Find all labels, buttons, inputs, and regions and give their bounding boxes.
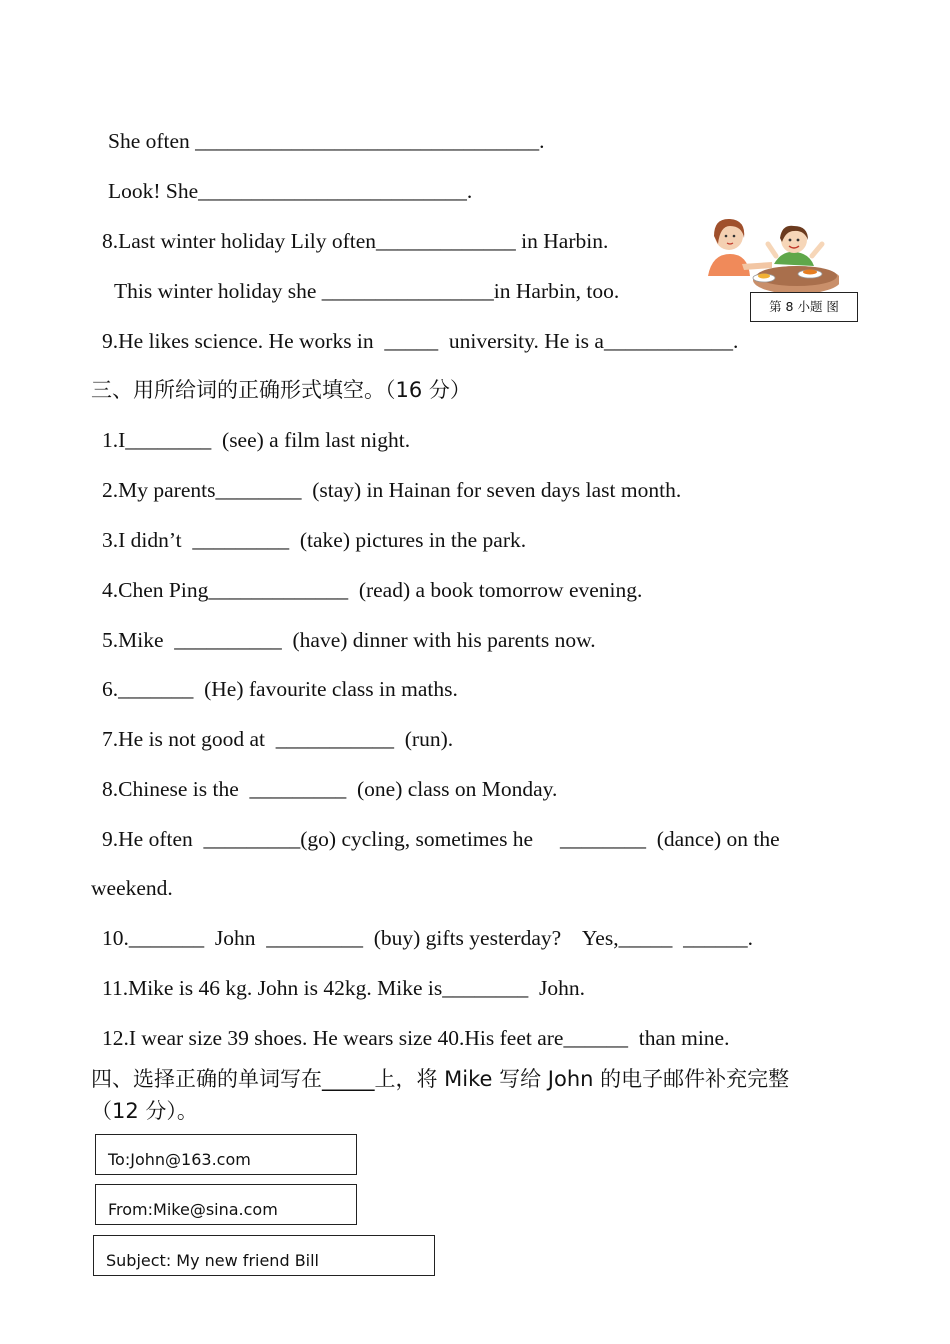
part3-item: 6._______ (He) favourite class in maths. [102,677,458,701]
part3-item: 1.I________ (see) a film last night. [102,428,411,452]
part3-item: 12.I wear size 39 shoes. He wears size 40.His feet are______ than mine. [102,1026,730,1050]
part3-item: 9.He often _________(go) cycling, sometimes he ________ (dance) on the [102,827,780,851]
part3-item: 5.Mike __________ (have) dinner with his parents now. [102,628,596,652]
q7-line-often: She often ________________________________. [108,129,545,153]
part3-item: 10._______ John _________ (buy) gifts yesterday? Yes,_____ ______. [102,926,753,950]
part3-item: 11.Mike is 46 kg. John is 42kg. Mike is________ John. [102,976,585,1000]
email-to-box: To:John@163.com [95,1134,357,1175]
part3-heading: 三、用所给词的正确形式填空。（16 分） [91,378,471,402]
q7-line-look: Look! She_________________________. [108,179,473,203]
part4-heading-cont: （12 分）。 [91,1099,198,1123]
part4-heading: 四、选择正确的单词写在_____上，将 Mike 写给 John 的电子邮件补充完整 [91,1067,790,1091]
part3-item: 4.Chen Ping_____________ (read) a book tomorrow evening. [102,578,643,602]
part3-item: 8.Chinese is the _________ (one) class on Monday. [102,777,558,801]
part3-item: 7.He is not good at ___________ (run). [102,727,454,751]
q8-line-this-winter: This winter holiday she ________________in Harbin, too. [114,279,620,303]
q9-line-science: 9.He likes science. He works in _____ university. He is a____________. [102,329,739,353]
part3-item: 3.I didn’t _________ (take) pictures in the park. [102,528,527,552]
email-subject-box: Subject: My new friend Bill [93,1235,435,1276]
part3-item-continuation: weekend. [91,876,173,900]
email-from-box: From:Mike@sina.com [95,1184,357,1225]
part3-item: 2.My parents________ (stay) in Hainan for seven days last month. [102,478,682,502]
figure-caption: 第 8 小题 图 [750,292,858,322]
question-8-illustration [702,214,839,294]
q8-line-last-winter: 8.Last winter holiday Lily often_____________ in Harbin. [102,229,609,253]
